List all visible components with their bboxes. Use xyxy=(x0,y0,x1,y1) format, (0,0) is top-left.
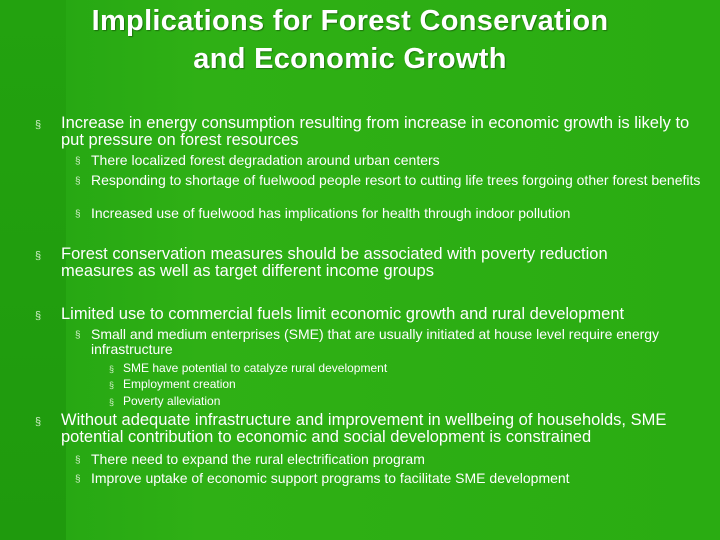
bullet-icon: § xyxy=(35,310,42,322)
left-accent-stripe xyxy=(0,0,66,540)
sub-sub-bullet-3-2 xyxy=(109,377,683,392)
title-line-2: and Economic Growth xyxy=(193,43,507,75)
sub-bullet-text: Improve uptake of economic support programs to facilitate SME development xyxy=(91,470,570,486)
bullet-icon: § xyxy=(35,119,42,131)
sub-bullet-4-1 xyxy=(75,451,701,467)
sub-sub-bullet-icon: § xyxy=(109,380,115,390)
sub-bullet-text: Small and medium enterprises (SME) that are usually initiated at house level require energy infrastructure xyxy=(91,326,660,357)
sub-sub-bullet-3-1 xyxy=(109,361,683,376)
bullet-text: Increase in energy consumption resulting from increase in economic growth is likely to put pressure on forest resources xyxy=(61,114,690,149)
sub-bullet-text: There need to expand the rural electrification program xyxy=(91,451,425,467)
slide-title xyxy=(0,2,700,78)
sub-bullet-1-1 xyxy=(75,152,711,168)
bullet-point-1 xyxy=(35,114,701,149)
sub-bullet-3-1 xyxy=(75,326,701,357)
sub-bullet-icon: § xyxy=(75,455,81,466)
sub-bullet-icon: § xyxy=(75,209,81,220)
sub-bullet-icon: § xyxy=(75,176,81,187)
sub-bullet-text: There localized forest degradation around urban centers xyxy=(91,152,440,168)
bullet-point-4 xyxy=(35,411,691,446)
sub-bullet-text: Increased use of fuelwood has implications for health through indoor pollution xyxy=(91,205,571,221)
sub-bullet-1-3 xyxy=(75,205,711,221)
sub-sub-bullet-text: Poverty alleviation xyxy=(123,394,221,408)
bullet-text: Limited use to commercial fuels limit economic growth and rural development xyxy=(61,305,625,323)
sub-bullet-icon: § xyxy=(75,330,81,341)
bullet-text: Forest conservation measures should be associated with poverty reduction measures as well as target different income groups xyxy=(61,245,608,280)
bullet-icon: § xyxy=(35,416,42,428)
sub-bullet-4-2 xyxy=(75,470,701,486)
bullet-point-2 xyxy=(35,245,681,280)
sub-sub-bullet-icon: § xyxy=(109,397,115,407)
bullet-text: Without adequate infrastructure and improvement in wellbeing of households, SME potential contribution to economic and social development is constrained xyxy=(61,411,667,446)
sub-sub-bullet-3-3 xyxy=(109,394,683,409)
sub-bullet-text: Responding to shortage of fuelwood people resort to cutting life trees forgoing other forest benefits xyxy=(91,172,701,188)
title-line-1: Implications for Forest Conservation xyxy=(91,5,609,37)
sub-sub-bullet-text: SME have potential to catalyze rural development xyxy=(123,361,388,375)
bullet-icon: § xyxy=(35,250,42,262)
sub-bullet-icon: § xyxy=(75,474,81,485)
sub-bullet-1-2 xyxy=(75,172,711,188)
sub-sub-bullet-text: Employment creation xyxy=(123,377,236,391)
sub-sub-bullet-icon: § xyxy=(109,364,115,374)
bullet-point-3 xyxy=(35,305,701,323)
sub-bullet-icon: § xyxy=(75,156,81,167)
